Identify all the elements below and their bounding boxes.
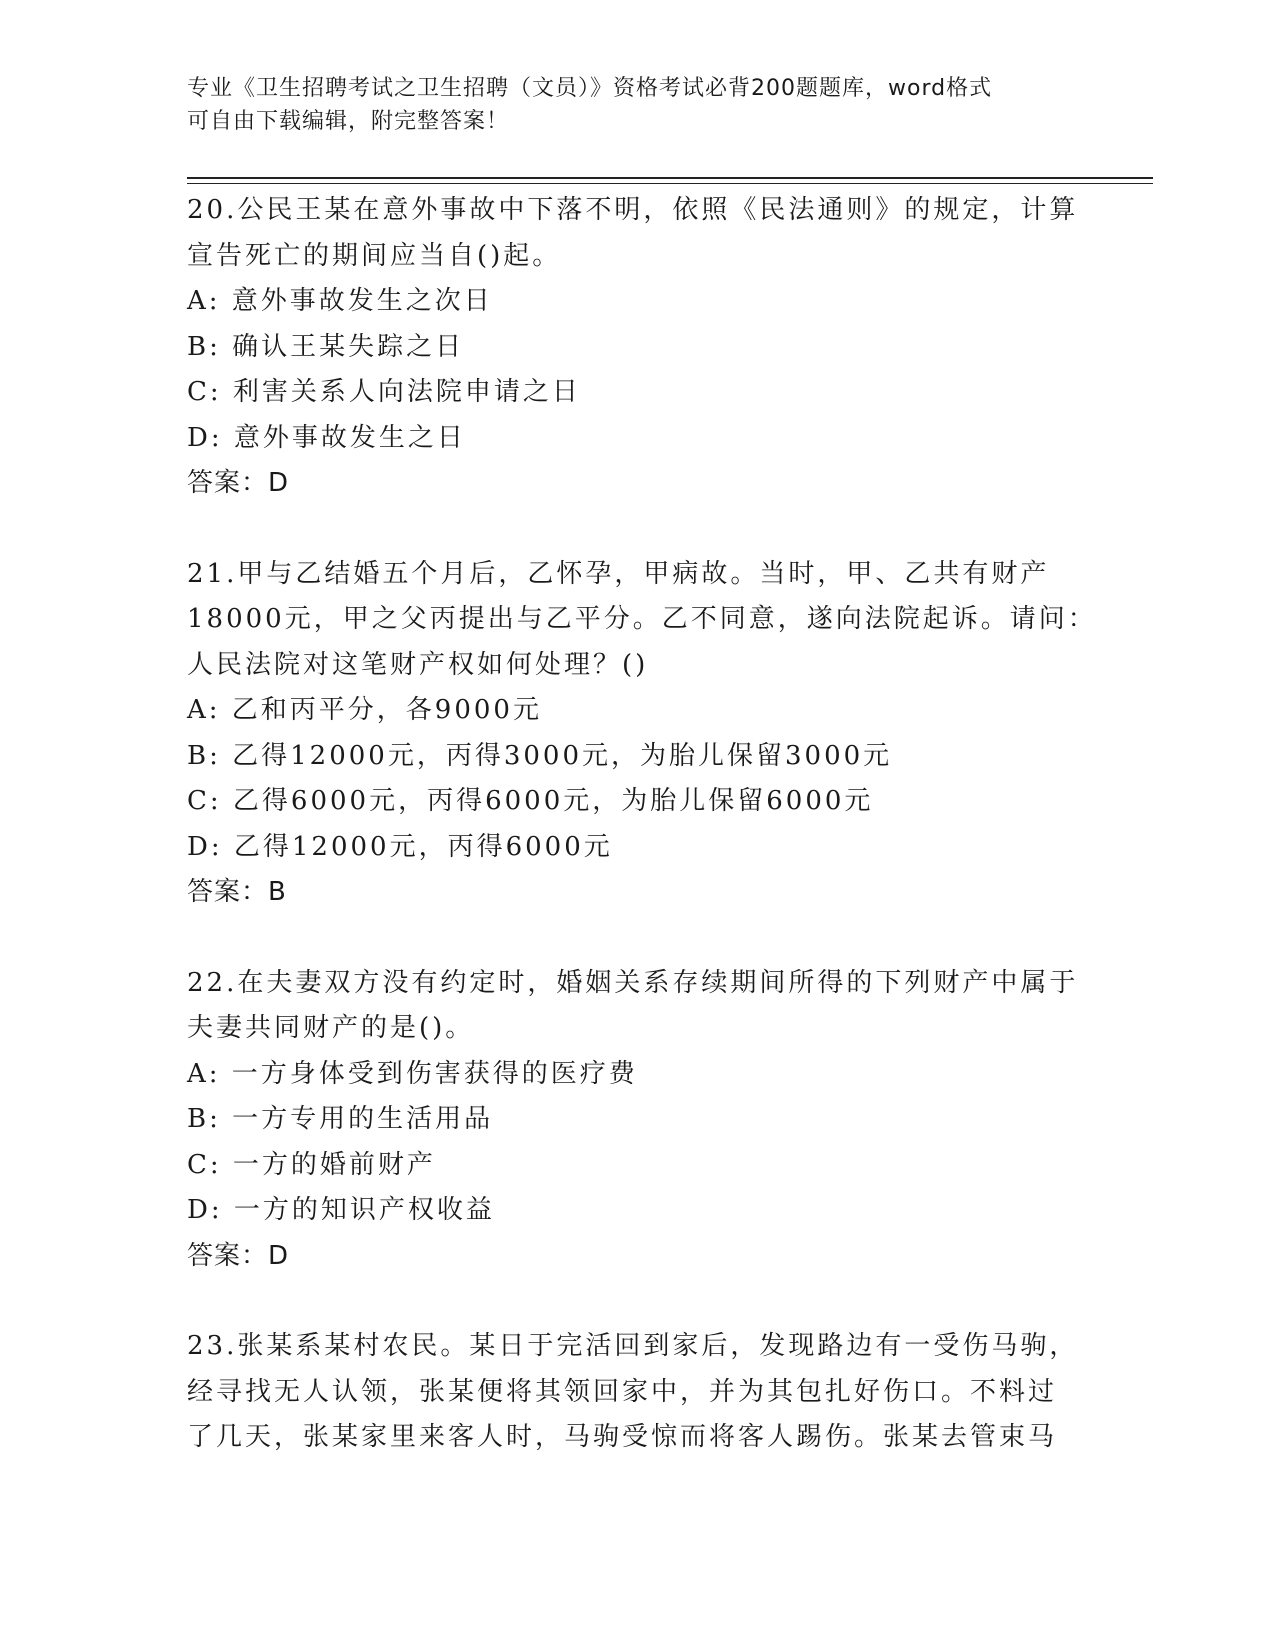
question-21 [187, 552, 1097, 916]
header-divider-thin [187, 183, 1153, 184]
question-stem-line: 夫妻共同财产的是()。 [187, 1013, 475, 1043]
option-b: B: 确认王某失踪之日 [187, 331, 465, 362]
header-line-2: 可自由下载编辑，附完整答案！ [187, 109, 510, 134]
option-d: D: 乙得12000元，丙得6000元 [187, 831, 613, 862]
question-stem-line: 人民法院对这笔财产权如何处理？() [187, 649, 649, 680]
answer-line: 答案：B [187, 877, 287, 907]
question-22 [187, 961, 1097, 1280]
question-stem-line: 23.张某系某村农民。某日于完活回到家后，发现路边有一受伤马驹， [187, 1331, 1079, 1361]
question-stem-line: 22.在夫妻双方没有约定时，婚姻关系存续期间所得的下列财产中属于 [187, 967, 1079, 998]
header-divider-thick [187, 177, 1153, 179]
answer-line: 答案：D [187, 1240, 290, 1271]
question-stem-line: 经寻找无人认领，张某便将其领回家中，并为其包扎好伤口。不料过 [187, 1376, 1058, 1407]
option-c: C: 一方的婚前财产 [187, 1149, 436, 1180]
question-stem-line: 18000元，甲之父丙提出与乙平分。乙不同意，遂向法院起诉。请问： [187, 604, 1097, 634]
option-d: D: 一方的知识产权收益 [187, 1195, 495, 1225]
option-d: D: 意外事故发生之日 [187, 422, 466, 453]
option-b: B: 一方专用的生活用品 [187, 1104, 494, 1134]
option-b: B: 乙得12000元，丙得3000元，为胎儿保留3000元 [187, 740, 893, 771]
document-header [187, 72, 1087, 138]
option-a: A: 乙和丙平分，各9000元 [187, 695, 542, 725]
option-a: A: 一方身体受到伤害获得的医疗费 [187, 1058, 638, 1089]
option-a: A: 意外事故发生之次日 [187, 286, 493, 316]
answer-line: 答案：D [187, 468, 290, 498]
question-list [187, 188, 1097, 1461]
option-c: C: 乙得6000元，丙得6000元，为胎儿保留6000元 [187, 786, 874, 816]
header-line-1: 专业《卫生招聘考试之卫生招聘（文员）》资格考试必背200题题库，word格式 [187, 76, 993, 101]
question-20 [187, 188, 1097, 507]
question-stem-line: 21.甲与乙结婚五个月后，乙怀孕，甲病故。当时，甲、乙共有财产 [187, 558, 1050, 589]
question-23 [187, 1324, 1097, 1461]
question-stem-line: 宣告死亡的期间应当自()起。 [187, 240, 562, 271]
question-stem-line: 了几天，张某家里来客人时，马驹受惊而将客人踢伤。张某去管束马 [187, 1422, 1058, 1452]
question-stem-line: 20.公民王某在意外事故中下落不明，依照《民法通则》的规定，计算 [187, 195, 1079, 225]
option-c: C: 利害关系人向法院申请之日 [187, 377, 581, 407]
